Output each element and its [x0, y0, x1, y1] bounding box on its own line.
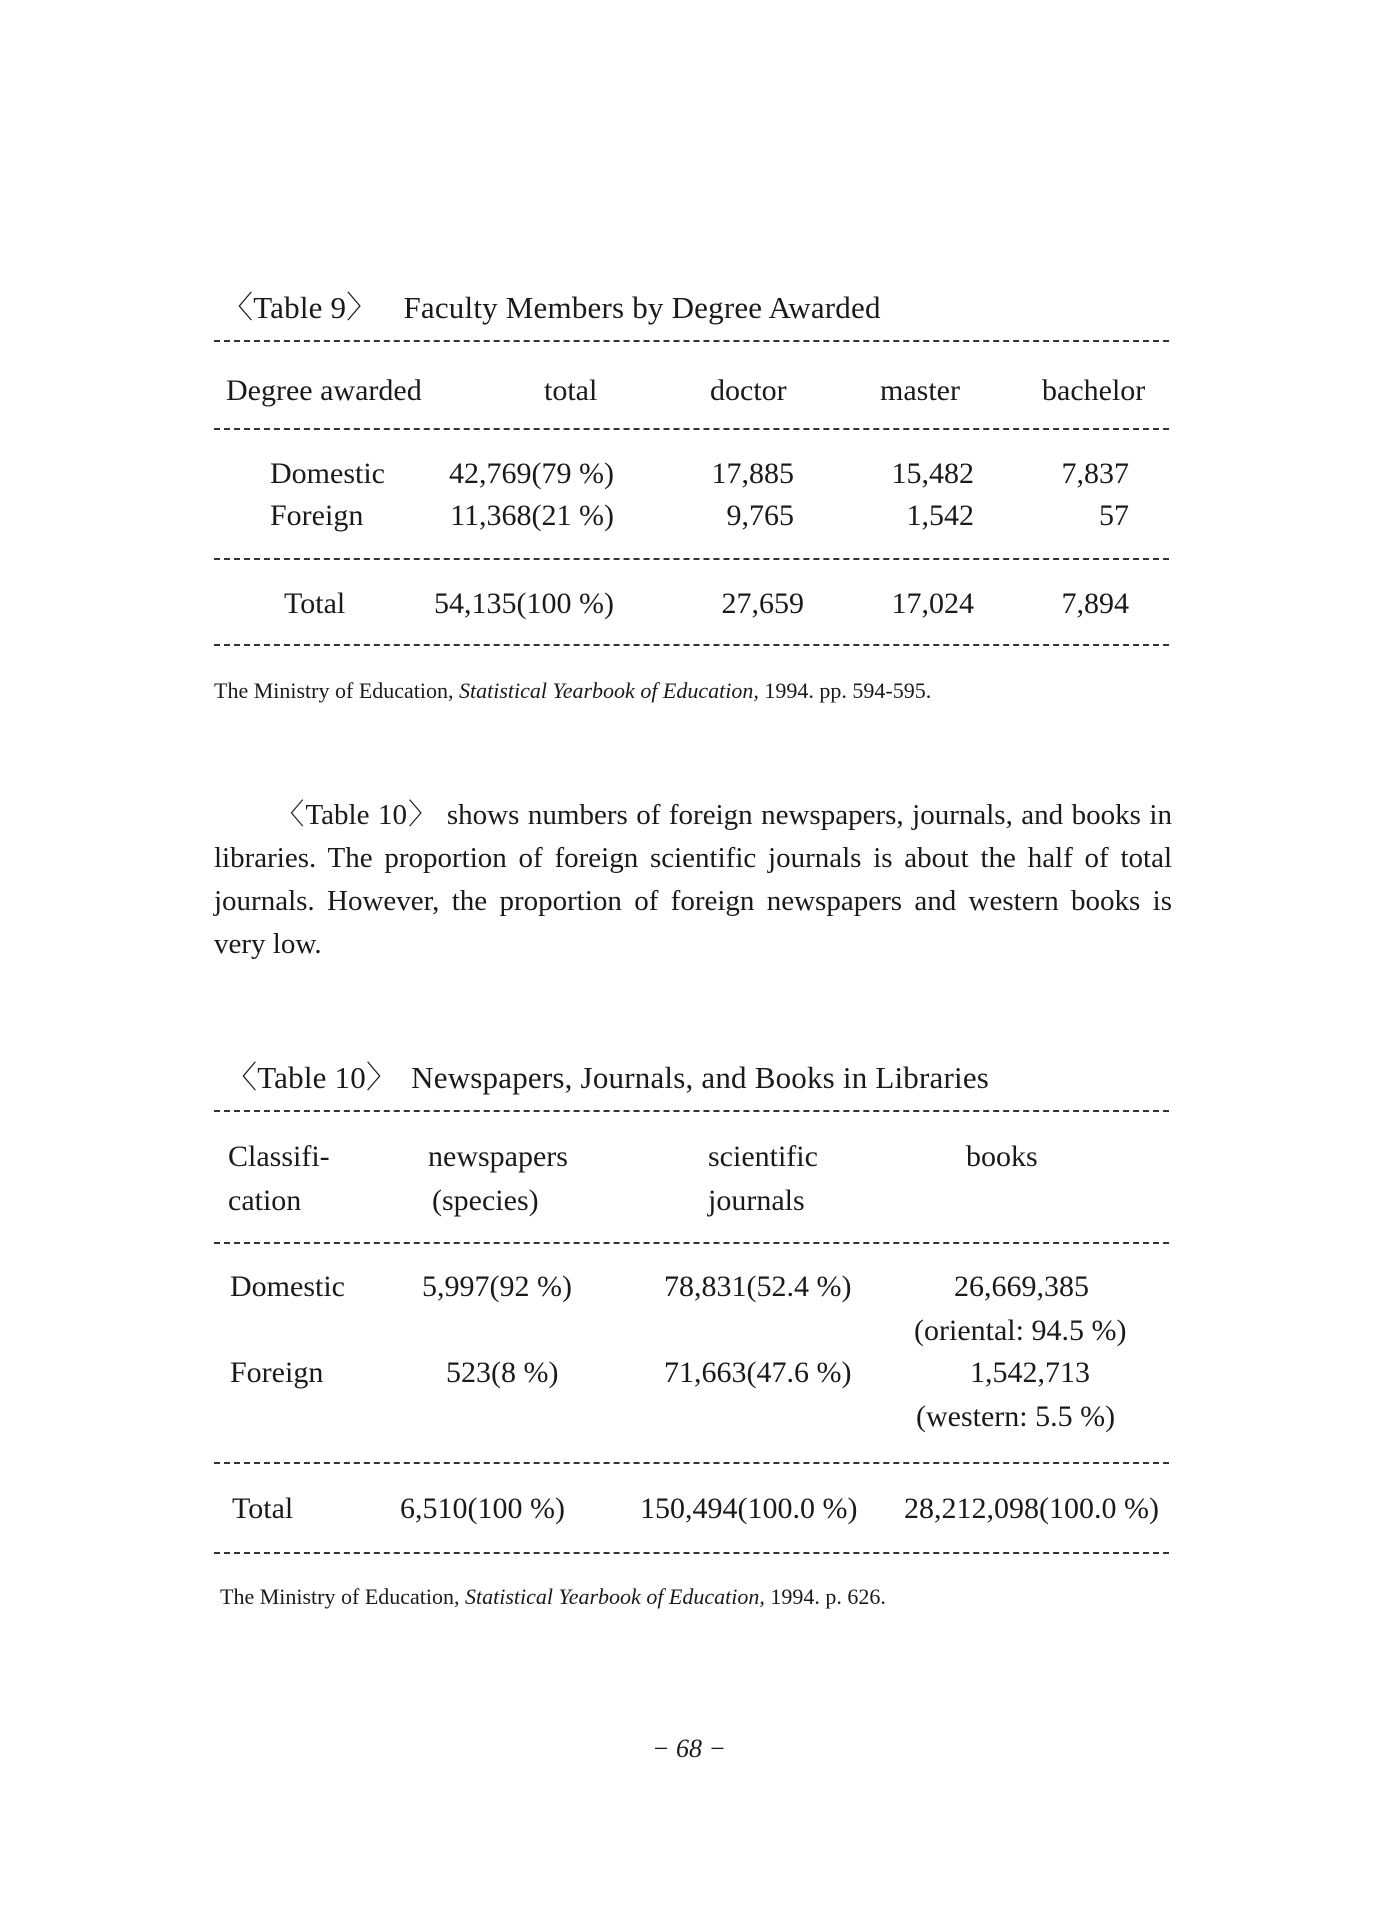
row-label-total: Total [232, 1492, 294, 1525]
cell-newspapers: 523(8 %) [446, 1356, 559, 1389]
table-9-number: 〈Table 9〉 [222, 290, 378, 325]
table-10-title: Newspapers, Journals, and Books in Libraries [411, 1060, 990, 1095]
page-number: − 68 − [651, 1734, 727, 1763]
header-books: books [966, 1140, 1038, 1173]
header-doctor: doctor [710, 374, 787, 407]
header-journals: scientific [708, 1140, 818, 1173]
paragraph-text: 〈Table 10〉 shows numbers of foreign newspapers, journals, and books in libraries. The proportion of foreign scientific journals is about the half of total journals. However, the proportion of foreign newspapers and western books is very low. [214, 799, 1172, 960]
header-newspapers-cont: (species) [432, 1184, 539, 1217]
table-10-top-rule [214, 1110, 1169, 1112]
cell-doctor: 17,885 [711, 457, 794, 490]
table-9-bottom-rule [214, 644, 1169, 646]
cell-journals: 78,831(52.4 %) [664, 1270, 852, 1303]
table-9-top-rule [214, 340, 1169, 342]
cell-master: 17,024 [891, 587, 974, 620]
source-prefix: The Ministry of Education, [220, 1584, 466, 1609]
header-classification: Classifi- [228, 1140, 330, 1173]
table-9-body-rule [214, 558, 1169, 560]
table-10-number: 〈Table 10〉 [226, 1060, 398, 1095]
cell-newspapers: 5,997(92 %) [422, 1270, 572, 1303]
cell-books: 26,669,385 [954, 1270, 1089, 1303]
header-master: master [880, 374, 960, 407]
cell-bachelor: 7,894 [1061, 587, 1129, 620]
source-prefix: The Ministry of Education, [214, 678, 460, 703]
cell-bachelor: 57 [1099, 499, 1129, 532]
row-label-foreign: Foreign [270, 499, 364, 532]
row-label-domestic: Domestic [270, 457, 385, 490]
cell-books: 1,542,713 [970, 1356, 1090, 1389]
cell-journals: 71,663(47.6 %) [664, 1356, 852, 1389]
cell-master: 15,482 [891, 457, 974, 490]
cell-newspapers: 6,510(100 %) [400, 1492, 565, 1525]
header-newspapers: newspapers [428, 1140, 568, 1173]
row-label-foreign: Foreign [230, 1356, 324, 1389]
table-9 [214, 282, 1169, 712]
cell-total: 54,135(100 %) [434, 587, 614, 620]
header-classification-cont: cation [228, 1184, 302, 1217]
cell-bachelor: 7,837 [1061, 457, 1129, 490]
table-10-header-rule [214, 1242, 1169, 1244]
table-10-source [220, 1584, 886, 1610]
row-label-total: Total [284, 587, 346, 620]
source-suffix: 1994. pp. 594-595. [758, 678, 932, 703]
cell-doctor: 27,659 [721, 587, 804, 620]
table-10-bottom-rule [214, 1552, 1169, 1554]
table-9-caption [222, 282, 881, 327]
table-10-body-rule [214, 1462, 1169, 1464]
table-10-caption [226, 1052, 989, 1097]
cell-books-note: (oriental: 94.5 %) [914, 1314, 1127, 1347]
source-suffix: 1994. p. 626. [764, 1584, 886, 1609]
cell-doctor: 9,765 [726, 499, 794, 532]
table-9-header-rule [214, 428, 1169, 430]
source-title: Statistical Yearbook of Education, [459, 678, 759, 703]
body-paragraph [214, 794, 1172, 966]
header-journals-cont: journals [708, 1184, 805, 1217]
cell-journals: 150,494(100.0 %) [640, 1492, 858, 1525]
header-total: total [544, 374, 598, 407]
header-degree-awarded: Degree awarded [226, 374, 422, 407]
table-9-title: Faculty Members by Degree Awarded [403, 290, 881, 325]
cell-total: 11,368(21 %) [450, 499, 614, 532]
cell-master: 1,542 [906, 499, 974, 532]
cell-total: 42,769(79 %) [449, 457, 614, 490]
source-title: Statistical Yearbook of Education, [465, 1584, 765, 1609]
cell-books-note: (western: 5.5 %) [916, 1400, 1116, 1433]
header-bachelor: bachelor [1042, 374, 1146, 407]
table-10 [214, 1052, 1169, 1612]
row-label-domestic: Domestic [230, 1270, 345, 1303]
cell-books: 28,212,098(100.0 %) [904, 1492, 1159, 1525]
table-9-source [214, 678, 931, 704]
